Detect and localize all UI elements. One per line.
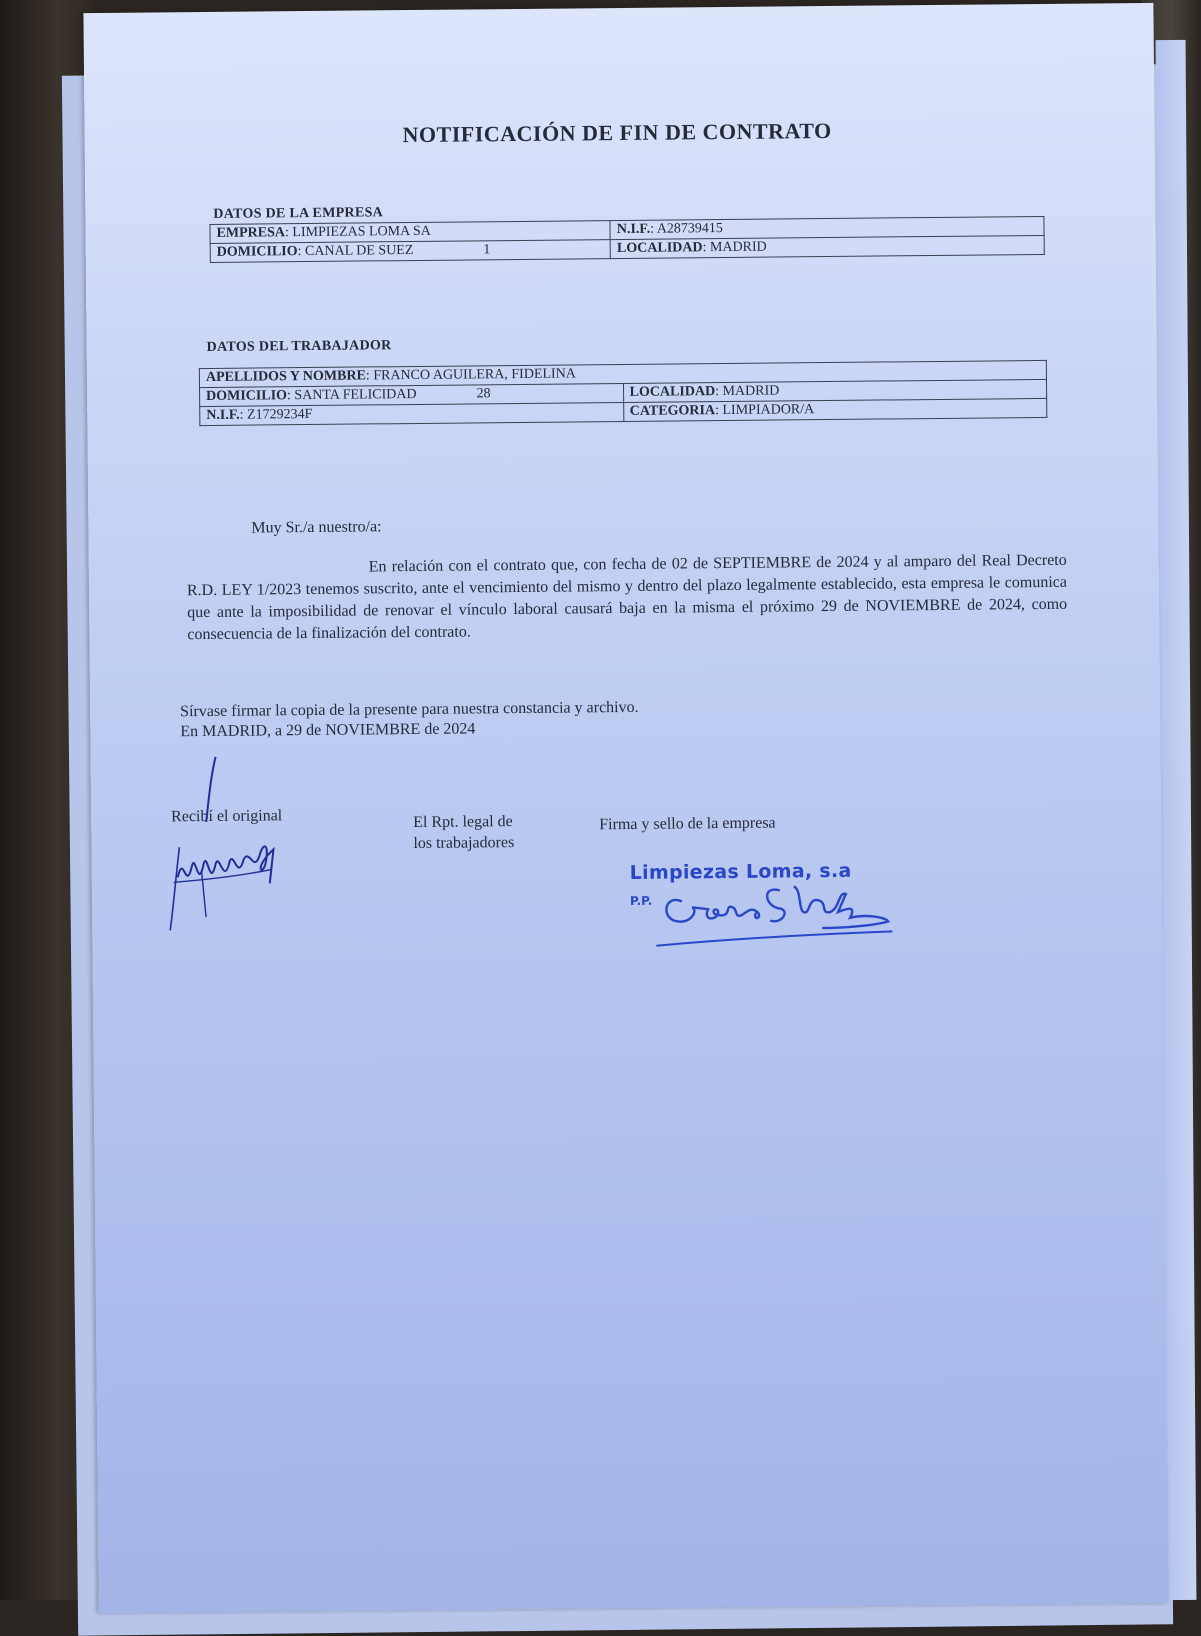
company-stamp: Limpiezas Loma, s.a	[629, 859, 852, 884]
worker-nif-value: Z1729234F	[246, 406, 313, 423]
company-nif-cell: N.I.F.: A28739415	[610, 216, 1044, 239]
worker-name-value: FRANCO AGUILERA, FIDELINA	[373, 366, 576, 384]
worker-address-value: SANTA FELICIDAD	[294, 386, 417, 404]
document-sheet	[83, 3, 1168, 1613]
worker-section-label: DATOS DEL TRABAJADOR	[206, 338, 392, 355]
worker-locality-label: LOCALIDAD	[629, 384, 716, 400]
worker-locality-value: MADRID	[722, 383, 780, 400]
worker-nif-label: N.I.F.	[206, 407, 240, 423]
company-address-cell: DOMICILIO: CANAL DE SUEZ 1	[210, 240, 610, 263]
company-signature-label: Firma y sello de la empresa	[599, 814, 776, 834]
closing-line-1: Sírvase firmar la copia de la presente para nuestra constancia y archivo.	[180, 698, 639, 721]
worker-address-cell: DOMICILIO: SANTA FELICIDAD 28	[200, 383, 624, 406]
document-content	[83, 3, 1168, 1613]
worker-data-table	[199, 360, 1048, 426]
company-data-table	[209, 216, 1044, 263]
document-title: NOTIFICACIÓN DE FIN DE CONTRATO	[402, 117, 832, 148]
worker-name-cell: APELLIDOS Y NOMBRE: FRANCO AGUILERA, FIDELINA	[199, 360, 1046, 387]
stamp-pp: P.P.	[629, 893, 653, 908]
worker-signature-label: Recibí el original	[171, 807, 283, 826]
rep-label-line-1: El Rpt. legal de	[413, 813, 513, 832]
worker-locality-cell: LOCALIDAD: MADRID	[623, 379, 1047, 402]
closing-line-2: En MADRID, a 29 de NOVIEMBRE de 2024	[180, 720, 476, 741]
worker-handwritten-signature	[161, 751, 303, 942]
company-address-value: CANAL DE SUEZ	[304, 243, 414, 260]
company-locality-value: MADRID	[709, 239, 767, 256]
company-name-label: EMPRESA	[216, 225, 286, 241]
worker-category-value: LIMPIADOR/A	[722, 402, 815, 419]
company-address-number: 1	[483, 242, 491, 258]
letter-body: En relación con el contrato que, con fecha de 02 de SEPTIEMBRE de 2024 y al amparo del Real Decreto R.D. LEY 1/2023 tenemos suscrito, ante el vencimiento del mismo y dentro del plazo legalmente establecido, esta empresa le comunica que ante la imposibilidad de renovar el vínculo laboral causará baja en la misma el próximo 29 de NOVIEMBRE de 2024, como consecuencia de la finalización del contrato.	[186, 551, 1068, 644]
worker-nif-cell: N.I.F.: Z1729234F	[200, 402, 624, 425]
worker-category-cell: CATEGORIA: LIMPIADOR/A	[623, 398, 1047, 421]
company-locality-cell: LOCALIDAD: MADRID	[610, 235, 1044, 258]
worker-address-label: DOMICILIO	[206, 388, 288, 404]
company-nif-value: A28739415	[656, 221, 723, 237]
worker-address-number: 28	[476, 386, 491, 402]
company-locality-label: LOCALIDAD	[616, 240, 703, 257]
company-name-cell: EMPRESA: LIMPIEZAS LOMA SA	[210, 221, 610, 244]
letter-greeting: Muy Sr./a nuestro/a:	[251, 518, 382, 537]
company-nif-label: N.I.F.	[616, 221, 651, 238]
rep-label-line-2: los trabajadores	[413, 834, 515, 853]
company-section-label: DATOS DE LA EMPRESA	[213, 205, 384, 222]
letter-closing	[180, 698, 639, 742]
company-name-value: LIMPIEZAS LOMA SA	[292, 223, 431, 241]
worker-name-label: APELLIDOS Y NOMBRE	[205, 368, 366, 385]
representative-signature-label	[413, 811, 514, 854]
company-address-label: DOMICILIO	[216, 244, 298, 260]
worker-category-label: CATEGORIA	[629, 403, 716, 419]
company-handwritten-signature	[652, 877, 913, 959]
